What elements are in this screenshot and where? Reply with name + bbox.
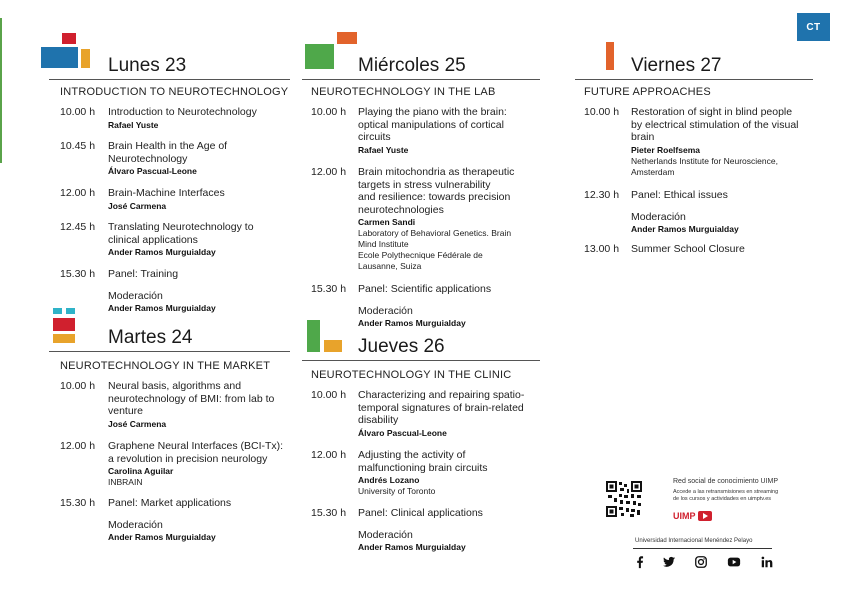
session-time: 10.00 h <box>311 389 347 401</box>
session-title: Panel: Ethical issues <box>631 189 728 201</box>
session-time: 15.30 h <box>311 283 347 295</box>
session-time: 15.30 h <box>60 268 96 280</box>
session-title-line: Brain mitochondria as therapeutic <box>358 166 515 178</box>
network-desc-line: Accede a las retransmisiones en streaming <box>673 489 779 495</box>
session-title-line: disability <box>358 414 399 426</box>
session-time: 10.00 h <box>584 106 620 118</box>
session-title: Panel: Training <box>108 268 179 280</box>
session-title-line: Neurotechnology <box>108 152 188 165</box>
session-speaker: Andrés Lozano <box>358 475 420 485</box>
session-affiliation-line: Netherlands Institute for Neuroscience, <box>631 155 778 166</box>
day-rule-thursday <box>302 360 540 361</box>
session-time: 12.00 h <box>311 449 347 461</box>
thu-deco-green <box>307 320 320 352</box>
session-speaker: Ander Ramos Murguialday <box>108 247 216 257</box>
mon-deco-blue <box>41 47 78 68</box>
session-time: 12.45 h <box>60 221 96 233</box>
moderation-label: Moderación <box>358 528 413 541</box>
session-title-line: clinical applications <box>108 233 198 246</box>
tue-deco-red <box>53 318 75 331</box>
day-rule-tuesday <box>49 351 290 352</box>
day-rule-wednesday <box>302 79 540 80</box>
session-title-line: circuits <box>358 131 391 143</box>
moderation-label: Moderación <box>108 518 163 531</box>
session-affiliation: INBRAIN <box>108 477 143 487</box>
session-time: 10.00 h <box>60 380 96 392</box>
session-title-line: venture <box>108 405 144 417</box>
session-speaker: Carmen Sandi <box>358 217 416 227</box>
session-title-line: temporal signatures of brain-related <box>358 401 524 414</box>
session-title-line: a revolution in precision neurology <box>108 452 268 465</box>
qr-code[interactable] <box>606 481 642 517</box>
session-affiliation: University of Toronto <box>358 486 436 496</box>
session-title: Introduction to Neurotechnology <box>108 106 257 118</box>
section-wednesday: NEUROTECHNOLOGY IN THE LAB <box>311 86 496 98</box>
facebook-icon[interactable] <box>632 555 648 569</box>
thu-deco-orange <box>324 340 342 352</box>
session-time: 13.00 h <box>584 243 620 255</box>
session-speaker: Ander Ramos Murguialday <box>358 318 466 328</box>
session-title: Summer School Closure <box>631 243 745 255</box>
network-title: Red social de conocimiento UIMP <box>673 478 779 485</box>
session-title: Panel: Scientific applications <box>358 283 492 295</box>
section-monday: INTRODUCTION TO NEUROTECHNOLOGY <box>60 86 289 98</box>
session-time: 10.00 h <box>311 106 347 118</box>
session-affiliation-line: Mind Institute <box>358 239 409 249</box>
tue-deco-teal-1 <box>53 308 62 314</box>
session-title: Panel: Market applications <box>108 497 232 509</box>
session-title-line: targets in stress vulnerability <box>358 178 491 191</box>
session-title-line: by electrical stimulation of the visual <box>631 118 799 131</box>
session-speaker: Ander Ramos Murguialday <box>108 303 216 313</box>
session-speaker: Ander Ramos Murguialday <box>358 542 466 552</box>
session-speaker: José Carmena <box>108 200 167 211</box>
wed-deco-green <box>305 44 334 69</box>
moderation-label: Moderación <box>631 210 686 223</box>
session-time: 12.30 h <box>584 189 620 201</box>
session-speaker: Pieter Roelfsema <box>631 144 700 155</box>
session-title-line: brain <box>631 131 655 143</box>
day-title-thursday: Jueves 26 <box>358 336 445 357</box>
session-speaker: Ander Ramos Murguialday <box>631 224 739 234</box>
session-title: Panel: Clinical applications <box>358 507 483 519</box>
session-title-line: neurotechnologies <box>358 203 444 216</box>
session-speaker: Álvaro Pascual-Leone <box>358 427 447 438</box>
day-title-tuesday: Martes 24 <box>108 327 193 348</box>
linkedin-icon[interactable] <box>759 555 775 569</box>
mon-deco-orange <box>81 49 90 68</box>
session-speaker: Ander Ramos Murguialday <box>108 532 216 542</box>
day-rule-monday <box>49 79 290 80</box>
session-speaker: Rafael Yuste <box>358 144 409 155</box>
session-speaker: Álvaro Pascual-Leone <box>108 166 197 176</box>
wed-deco-orange <box>337 32 357 44</box>
session-affiliation-line: Ecole Polythecnique Fédérale de <box>358 250 483 260</box>
section-thursday: NEUROTECHNOLOGY IN THE CLINIC <box>311 369 512 381</box>
session-time: 12.00 h <box>60 187 96 199</box>
session-affiliation-line: Lausanne, Suiza <box>358 261 422 271</box>
session-time: 15.30 h <box>311 507 347 519</box>
session-title-line: and resilience: towards precision <box>358 191 511 203</box>
mon-deco-red <box>62 33 76 44</box>
session-affiliation-line: Laboratory of Behavioral Genetics. Brain <box>358 228 512 238</box>
day-rule-friday <box>575 79 813 80</box>
session-time: 12.00 h <box>311 166 347 178</box>
session-title-line: Adjusting the activity of <box>358 449 466 461</box>
session-time: 10.45 h <box>60 140 96 152</box>
session-title-line: Characterizing and repairing spatio- <box>358 389 525 401</box>
play-icon <box>698 511 712 521</box>
page-edge-accent <box>0 18 2 163</box>
session-title: Brain-Machine Interfaces <box>108 187 225 199</box>
section-badge: CT <box>797 13 830 41</box>
session-title-line: Brain Health in the Age of <box>108 140 228 152</box>
university-name: Universidad Internacional Menéndez Pelayo <box>635 538 753 544</box>
instagram-icon[interactable] <box>693 555 709 569</box>
tue-deco-orange <box>53 334 75 343</box>
youtube-icon[interactable] <box>726 555 742 569</box>
section-tuesday: NEUROTECHNOLOGY IN THE MARKET <box>60 360 271 372</box>
footer-rule <box>633 548 772 549</box>
moderation-label: Moderación <box>108 289 163 302</box>
session-time: 15.30 h <box>60 497 96 509</box>
session-title-line: Restoration of sight in blind people <box>631 106 793 118</box>
tue-deco-teal-2 <box>66 308 75 314</box>
session-speaker: Carolina Aguilar <box>108 466 174 476</box>
session-title-line: neurotechnology of BMI: from lab to <box>108 392 275 405</box>
uimp-logo[interactable] <box>673 510 712 522</box>
moderation-label: Moderación <box>358 304 413 317</box>
session-title-line: Translating Neurotechnology to <box>108 221 254 233</box>
session-title-line: malfunctioning brain circuits <box>358 461 488 474</box>
uimp-logo-text: UIMP <box>673 511 696 521</box>
fri-deco-orange <box>606 42 614 70</box>
section-friday: FUTURE APPROACHES <box>584 86 711 98</box>
session-title-line: Neural basis, algorithms and <box>108 380 242 392</box>
session-time: 12.00 h <box>60 440 96 452</box>
day-title-monday: Lunes 23 <box>108 55 187 76</box>
twitter-icon[interactable] <box>661 555 677 569</box>
session-affiliation-line: Amsterdam <box>631 166 675 177</box>
session-speaker: Rafael Yuste <box>108 119 159 130</box>
session-time: 10.00 h <box>60 106 96 118</box>
session-title-line: optical manipulations of cortical <box>358 118 504 131</box>
session-speaker: José Carmena <box>108 418 167 429</box>
network-desc-line: de los cursos y actividades en uimptv.es <box>673 496 772 502</box>
session-title-line: Playing the piano with the brain: <box>358 106 507 118</box>
day-title-friday: Viernes 27 <box>631 55 722 76</box>
day-title-wednesday: Miércoles 25 <box>358 55 466 76</box>
session-title-line: Graphene Neural Interfaces (BCI-Tx): <box>108 440 284 452</box>
